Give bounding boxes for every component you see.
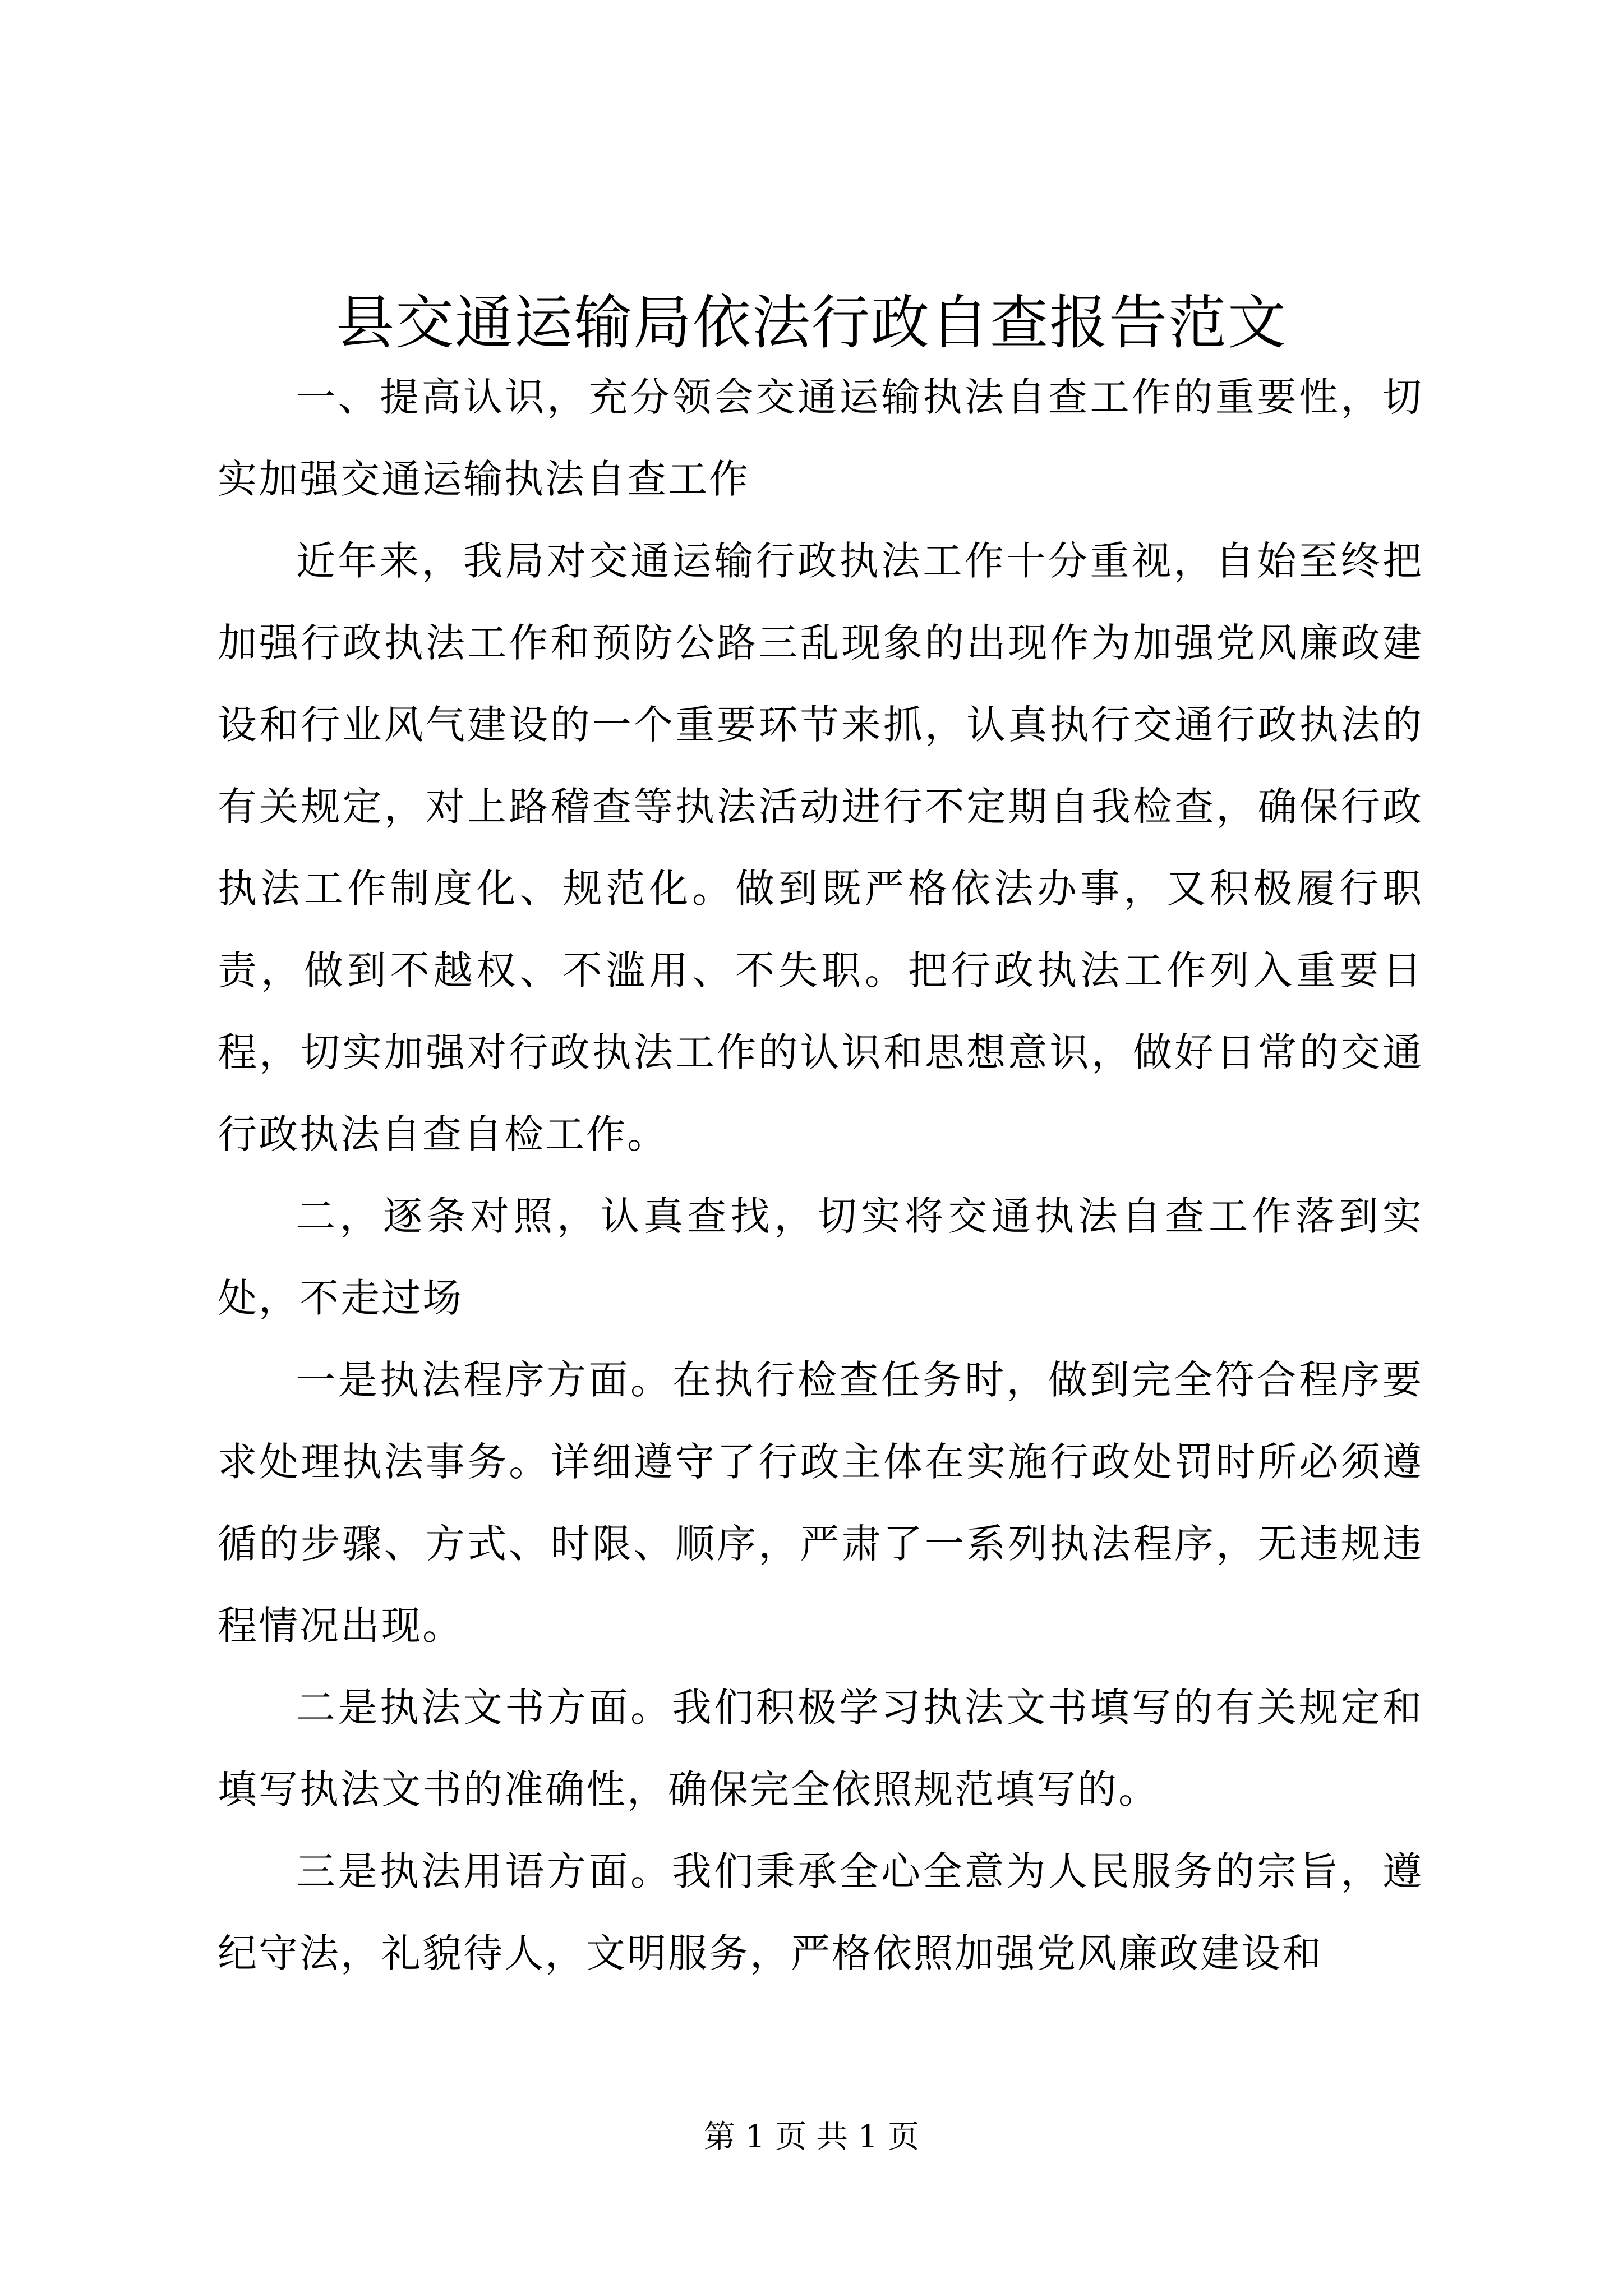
paragraph-4: 一是执法程序方面。在执行检查任务时，做到完全符合程序要求处理执法事务。详细遵守了行政主体在实施行政处罚时所必须遵循的步骤、方式、时限、顺序，严肃了一系列执法程序，无违规违程情况出现。 [218,1357,1423,1649]
paragraph-1: 一、提高认识，充分领会交通运输执法自查工作的重要性，切实加强交通运输执法自查工作 [218,374,1423,502]
paragraph-2: 近年来，我局对交通运输行政执法工作十分重视，自始至终把加强行政执法工作和预防公路三乱现象的出现作为加强党风廉政建设和行业风气建设的一个重要环节来抓，认真执行交通行政执法的有关规定，对上路稽查等执法活动进行不定期自我检查，确保行政执法工作制度化、规范化。做到既严格依法办事，又积极履行职责，做到不越权、不滥用、不失职。把行政执法工作列入重要日程，切实加强对行政执法工作的认识和思想意识，做好日常的交通行政执法自查自检工作。 [218,538,1423,1157]
paragraph-5: 二是执法文书方面。我们积极学习执法文书填写的有关规定和填写执法文书的准确性，确保完全依照规范填写的。 [218,1685,1423,1812]
document-body [218,356,1423,1994]
document-title: 县交通运输局依法行政自查报告范文 [335,288,1287,357]
paragraph-3: 二，逐条对照，认真查找，切实将交通执法自查工作落到实处，不走过场 [218,1193,1423,1321]
page-footer: 第 1 页 共 1 页 [703,2119,920,2155]
paragraph-6: 三是执法用语方面。我们秉承全心全意为人民服务的宗旨，遵纪守法，礼貌待人，文明服务，严格依照加强党风廉政建设和 [218,1848,1423,1976]
